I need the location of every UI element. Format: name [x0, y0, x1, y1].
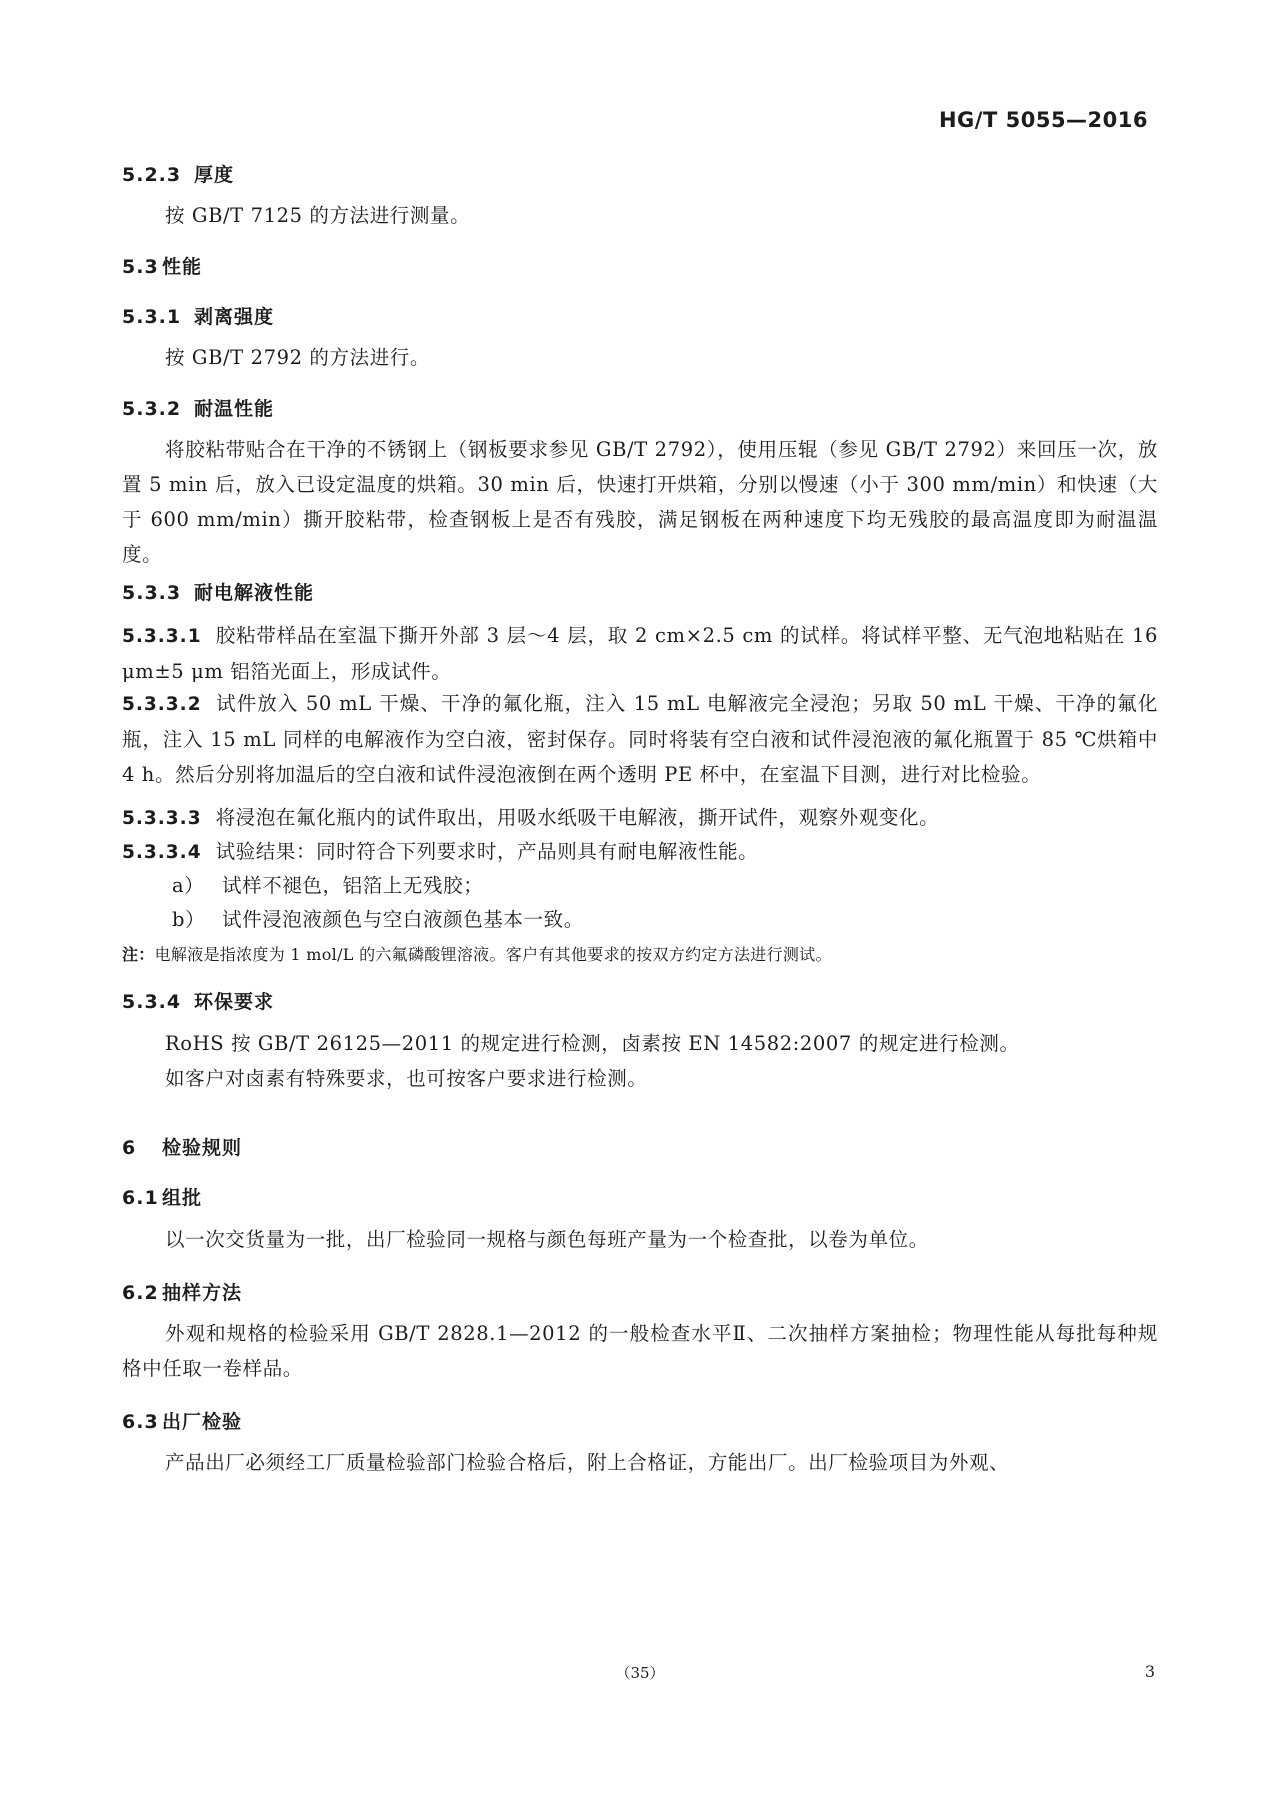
section-5-3-1-heading [122, 302, 1158, 329]
section-6-2-heading [122, 1278, 1158, 1305]
clause-number: 5.3.3.2 [122, 694, 202, 715]
clause-number: 5.3.3.1 [122, 626, 202, 647]
clause-5-3-3-4 [122, 834, 1158, 870]
section-6-1-body: 以一次交货量为一批，出厂检验同一规格与颜色每班产量为一个检查批，以卷为单位。 [165, 1228, 929, 1251]
note [122, 942, 1158, 965]
section-title: 性能 [162, 256, 203, 278]
section-title: 耐电解液性能 [194, 582, 315, 604]
section-5-2-3-heading [122, 160, 1158, 187]
section-5-3-4-line-2: 如客户对卤素有特殊要求，也可按客户要求进行检测。 [165, 1067, 648, 1090]
section-number: 5.3.1 [122, 306, 182, 328]
standard-code: HG/T 5055—2016 [938, 108, 1148, 132]
list-item [122, 868, 1208, 903]
section-number: 6.2 [122, 1282, 159, 1304]
section-6-3-heading [122, 1407, 1158, 1434]
note-label: 注： [122, 945, 155, 964]
chapter-title: 检验规则 [162, 1137, 243, 1159]
section-5-3-1-body: 按 GB/T 2792 的方法进行。 [165, 346, 431, 369]
section-title: 耐温性能 [194, 398, 275, 420]
chapter-number: 6 [122, 1137, 137, 1159]
section-6-2-body: 外观和规格的检验采用 GB/T 2828.1—2012 的一般检查水平Ⅱ、二次抽样方案抽检；物理性能从每批每种规格中任取一卷样品。 [122, 1322, 1158, 1380]
clause-text: 将浸泡在氟化瓶内的试件取出，用吸水纸吸干电解液，撕开试件，观察外观变化。 [215, 806, 940, 829]
section-title: 组批 [162, 1187, 203, 1209]
section-5-3-4-heading [122, 987, 1158, 1014]
section-number: 5.3.3 [122, 582, 182, 604]
clause-5-3-3-2 [122, 686, 1158, 792]
clause-5-3-3-1 [122, 618, 1158, 689]
section-5-3-heading [122, 252, 1158, 279]
list-marker: a） [172, 874, 205, 897]
chapter-6-heading [122, 1133, 1158, 1160]
clause-number: 5.3.3.3 [122, 808, 202, 829]
list-text: 试样不褪色，铝箔上无残胶； [222, 874, 484, 897]
clause-text: 试件放入 50 mL 干燥、干净的氟化瓶，注入 15 mL 电解液完全浸泡；另取 50 mL 干燥、干净的氟化瓶，注入 15 mL 同样的电解液作为空白液，密封保存。同时将装有空白液和试件浸泡液的氟化瓶置于 85 ℃烘箱中 4 h。然后分别将加温后的空白液和试件浸泡液倒在两个透明 PE 杯中，在室温下目测，进行对比检验。 [122, 692, 1158, 786]
section-5-3-2-body: 将胶粘带贴合在干净的不锈钢上（钢板要求参见 GB/T 2792），使用压辊（参见 GB/T 2792）来回压一次，放置 5 min 后，放入已设定温度的烘箱。30 min 后，快速打开烘箱，分别以慢速（小于 300 mm/min）和快速（大于 600 mm/min）撕开胶粘带，检查钢板上是否有残胶，满足钢板在两种速度下均无残胶的最高温度即为耐温温度。 [122, 438, 1158, 566]
section-5-2-3-body: 按 GB/T 7125 的方法进行测量。 [165, 204, 471, 227]
section-number: 5.3.4 [122, 991, 182, 1013]
section-5-3-3-heading [122, 578, 1158, 605]
note-text: 电解液是指浓度为 1 mol/L 的六氟磷酸锂溶液。客户有其他要求的按双方约定方法进行测试。 [154, 945, 832, 964]
clause-text: 试验结果：同时符合下列要求时，产品则具有耐电解液性能。 [215, 840, 759, 863]
section-6-1-heading [122, 1183, 1158, 1210]
section-title: 抽样方法 [162, 1282, 243, 1304]
section-title: 厚度 [194, 164, 235, 186]
clause-number: 5.3.3.4 [122, 842, 202, 863]
section-title: 环保要求 [194, 991, 275, 1013]
list-marker: b） [172, 908, 206, 931]
section-title: 出厂检验 [162, 1411, 243, 1433]
footer-sequence-number: （35） [615, 1664, 665, 1682]
section-number: 5.3 [122, 256, 159, 278]
section-number: 6.1 [122, 1187, 159, 1209]
section-number: 5.3.2 [122, 398, 182, 420]
section-5-3-4-line-1: RoHS 按 GB/T 26125—2011 的规定进行检测，卤素按 EN 14582:2007 的规定进行检测。 [165, 1032, 1020, 1055]
section-title: 剥离强度 [194, 306, 275, 328]
section-5-3-2-heading [122, 394, 1158, 421]
list-text: 试件浸泡液颜色与空白液颜色基本一致。 [222, 908, 584, 931]
section-number: 6.3 [122, 1411, 159, 1433]
clause-5-3-3-3 [122, 800, 1158, 836]
clause-text: 胶粘带样品在室温下撕开外部 3 层～4 层，取 2 cm×2.5 cm 的试样。将试样平整、无气泡地粘贴在 16 μm±5 μm 铝箔光面上，形成试件。 [122, 624, 1158, 683]
section-6-3-body: 产品出厂必须经工厂质量检验部门检验合格后，附上合格证，方能出厂。出厂检验项目为外观、 [165, 1451, 1010, 1474]
page-number: 3 [1144, 1662, 1155, 1681]
section-number: 5.2.3 [122, 164, 182, 186]
list-item [122, 902, 1208, 937]
